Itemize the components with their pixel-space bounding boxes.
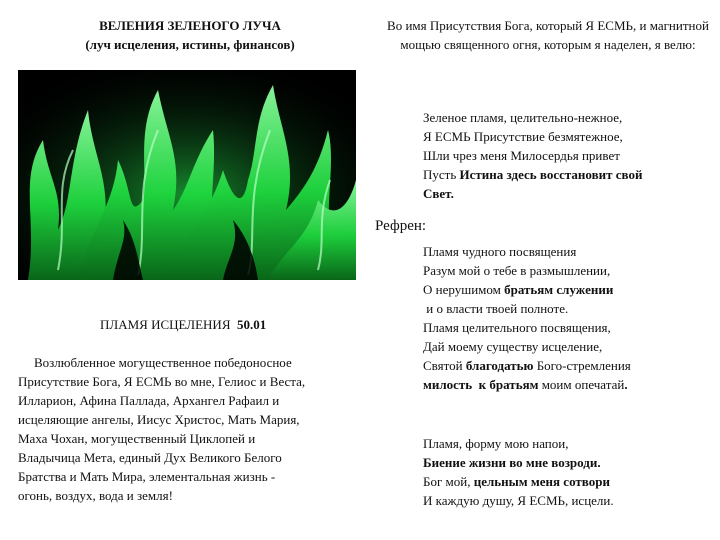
- stanza-line: Дай моему существу исцеление,: [423, 339, 603, 354]
- prayer-line: Братства и Мать Мира, элементальная жизнь -: [18, 469, 276, 484]
- stanza-line: [423, 356, 631, 375]
- text-run: О нерушимом: [423, 282, 505, 297]
- stanza-line: Я ЕСМЬ Присутствие безмятежное,: [423, 129, 623, 144]
- bold-text: .: [624, 377, 628, 392]
- stanza-line: Зеленое пламя, целительно-нежное,: [423, 110, 623, 125]
- stanza-2: [423, 242, 631, 394]
- healing-heading: [100, 315, 266, 334]
- prayer-line: Илларион, Афина Паллада, Архангел Рафаил и: [18, 393, 280, 408]
- stanza-1: [423, 108, 642, 203]
- green-flame-illustration: [18, 70, 356, 280]
- bold-text: милость к братьям: [423, 377, 539, 392]
- bold-text: братьям служении: [504, 282, 614, 297]
- invocation-text: [18, 353, 378, 505]
- bold-text: благодатью: [465, 358, 534, 373]
- text-run: Пусть: [423, 167, 460, 182]
- text-run: Святой: [423, 358, 466, 373]
- stanza-line: [423, 375, 631, 394]
- stanza-line: Пламя целительного посвящения,: [423, 320, 611, 335]
- intro-text: Во имя Присутствия Бога, который Я ЕСМЬ, и магнитной мощью священного огня, которым я наделен, я велю:: [387, 18, 709, 52]
- prayer-line: исцеляющие ангелы, Иисус Христос, Мать Мария,: [18, 412, 300, 427]
- stanza-line: Биение жизни во мне возроди.: [423, 455, 601, 470]
- bold-text: цельным меня сотвори: [473, 474, 610, 489]
- refrain-label: Рефрен:: [375, 218, 427, 234]
- prayer-line: огонь, воздух, вода и земля!: [18, 488, 173, 503]
- green-flame-image: [18, 70, 356, 280]
- page-title-block: [0, 16, 380, 54]
- stanza-line: [423, 472, 614, 491]
- text-run: Бого-стремления: [533, 358, 631, 373]
- page-title: ВЕЛЕНИЯ ЗЕЛЕНОГО ЛУЧА: [99, 18, 281, 33]
- prayer-line: Присутствие Бога, Я ЕСМЬ во мне, Гелиос и Веста,: [18, 374, 306, 389]
- stanza-line: Шли чрез меня Милосердья привет: [423, 148, 620, 163]
- text-run: Бог мой,: [423, 474, 474, 489]
- stanza-line: И каждую душу, Я ЕСМЬ, исцели.: [423, 493, 614, 508]
- page-subtitle: (луч исцеления, истины, финансов): [85, 37, 295, 52]
- stanza-line: и о власти твоей полноте.: [423, 301, 569, 316]
- stanza-line: [423, 280, 631, 299]
- healing-title: ПЛАМЯ ИСЦЕЛЕНИЯ: [100, 317, 231, 332]
- stanza-line: Пламя чудного посвящения: [423, 244, 577, 259]
- stanza-line: Пламя, форму мою напои,: [423, 436, 569, 451]
- prayer-line: Маха Чохан, могущественный Циклопей и: [18, 431, 256, 446]
- stanza-3: [423, 434, 614, 510]
- stanza-line: Разум мой о тебе в размышлении,: [423, 263, 611, 278]
- prayer-line: Владычица Мета, единый Дух Великого Белого: [18, 450, 282, 465]
- stanza-line: [423, 165, 642, 184]
- prayer-line: Возлюбленное могущественное победоносное: [34, 355, 292, 370]
- healing-number: 50.01: [237, 317, 267, 332]
- bold-text: Истина здесь восстановит свой: [459, 167, 643, 182]
- text-run: моим опечатай: [538, 377, 625, 392]
- stanza-line: Свет.: [423, 186, 454, 201]
